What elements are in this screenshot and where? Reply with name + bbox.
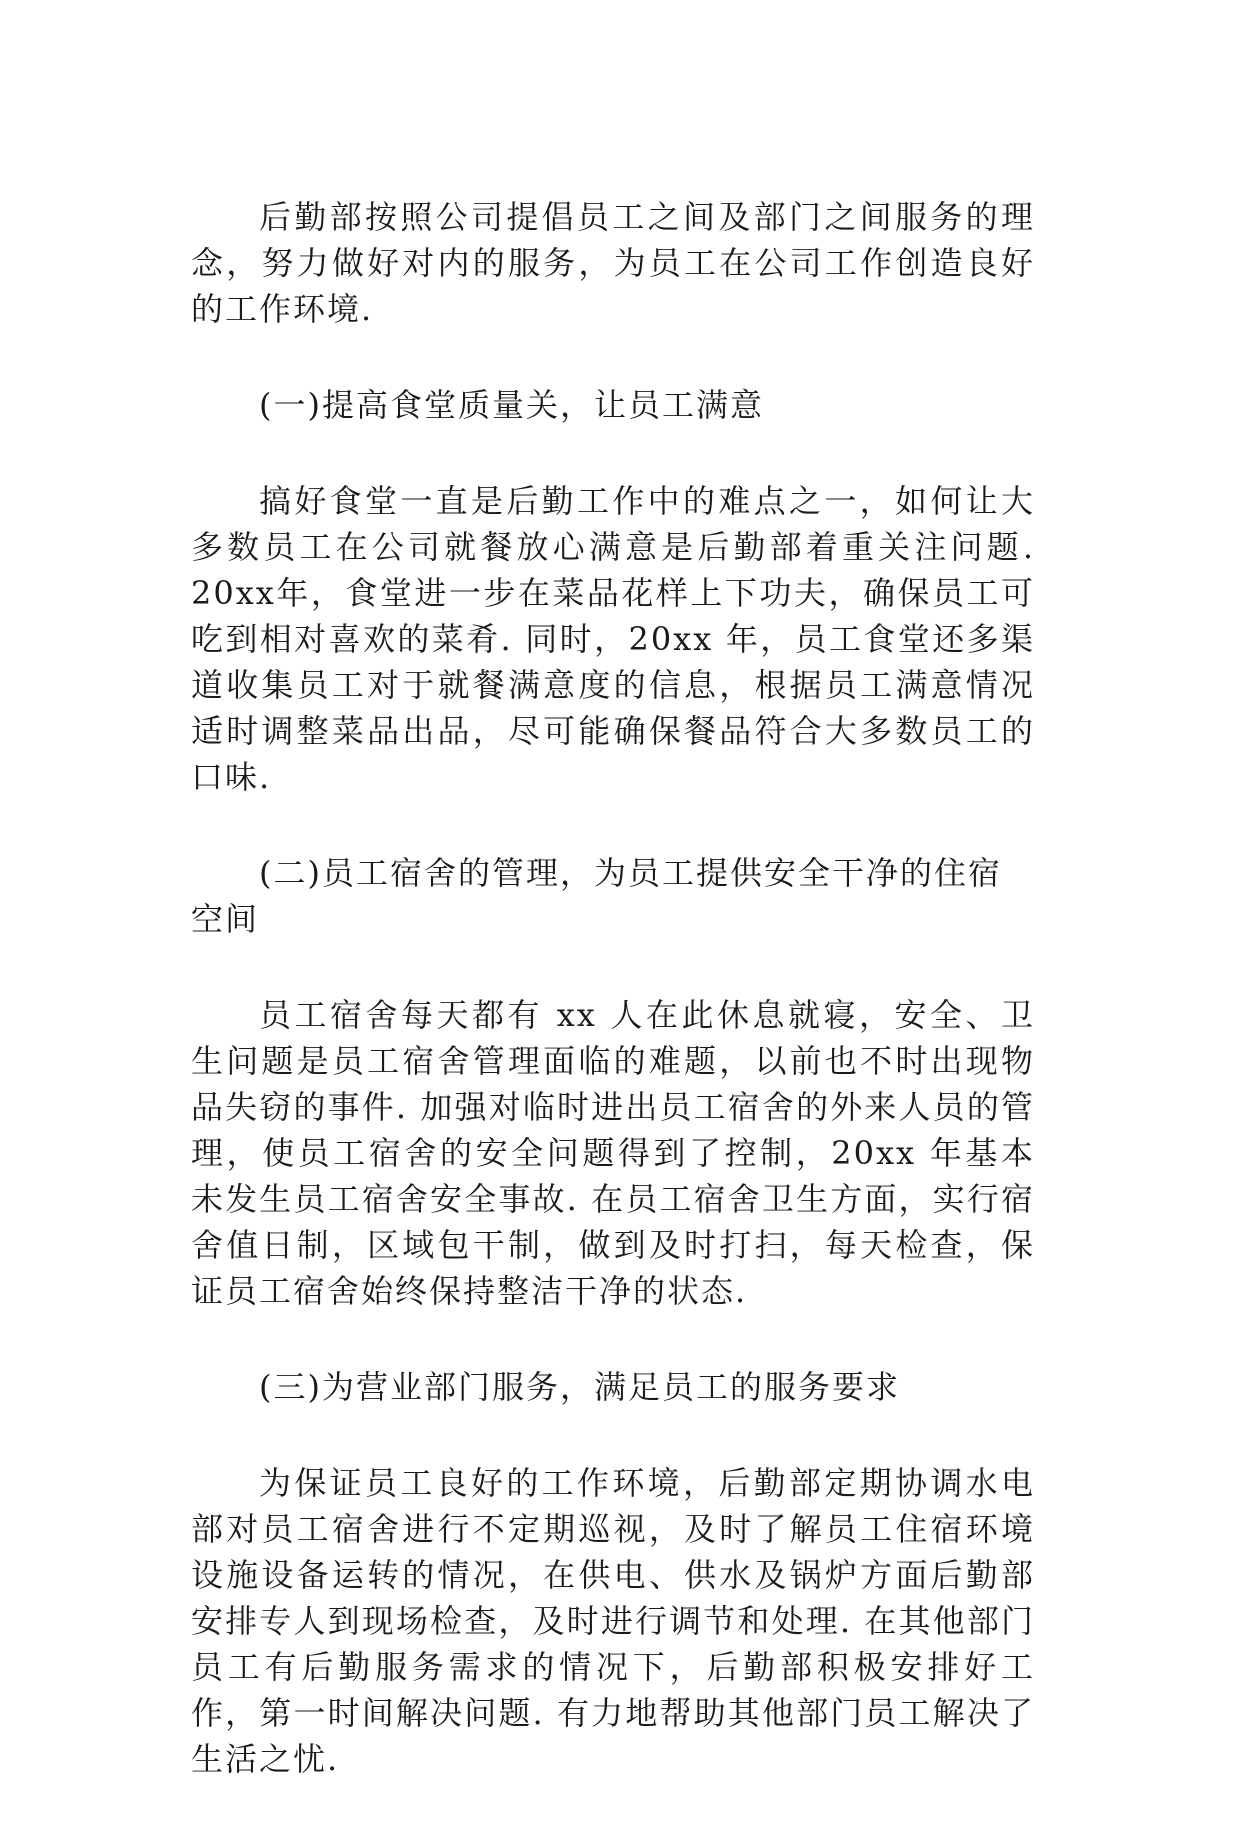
service-paragraph: 为保证员工良好的工作环境，后勤部定期协调水电部对员工宿舍进行不定期巡视，及时了解员工住宿环境设施设备运转的情况，在供电、供水及锅炉方面后勤部安排专人到现场检查，及时进行调节和处理. 在其他部门员工有后勤服务需求的情况下，后勤部积极安排好工作，第一时间解决问题. 有力地帮助其他部门员工解决了生活之忧. [191,1464,1035,1778]
canteen-paragraph: 搞好食堂一直是后勤工作中的难点之一，如何让大多数员工在公司就餐放心满意是后勤部着重关注问题. 20xx年，食堂进一步在菜品花样上下功夫，确保员工可吃到相对喜欢的菜肴. 同时，20xx 年，员工食堂还多渠道收集员工对于就餐满意度的信息，根据员工满意情况适时调整菜品出品，尽可能确保餐品符合大多数员工的口味. [191,482,1035,796]
section-heading-service: (三)为营业部门服务，满足员工的服务要求 [259,1368,900,1406]
intro-paragraph: 后勤部按照公司提倡员工之间及部门之间服务的理念，努力做好对内的服务，为员工在公司工作创造良好的工作环境. [191,198,1035,328]
dormitory-paragraph: 员工宿舍每天都有 xx 人在此休息就寝，安全、卫生问题是员工宿舍管理面临的难题，以前也不时出现物品失窃的事件. 加强对临时进出员工宿舍的外来人员的管理，使员工宿舍的安全问题得到了控制，20xx 年基本未发生员工宿舍安全事故. 在员工宿舍卫生方面，实行宿舍值日制，区域包干制，做到及时打扫，每天检查，保证员工宿舍始终保持整洁干净的状态. [191,996,1035,1310]
section-heading-dormitory: (二)员工宿舍的管理，为员工提供安全干净的住宿空间 [191,854,1002,938]
document-body [191,194,1035,1832]
section-heading-canteen: (一)提高食堂质量关，让员工满意 [259,386,764,424]
